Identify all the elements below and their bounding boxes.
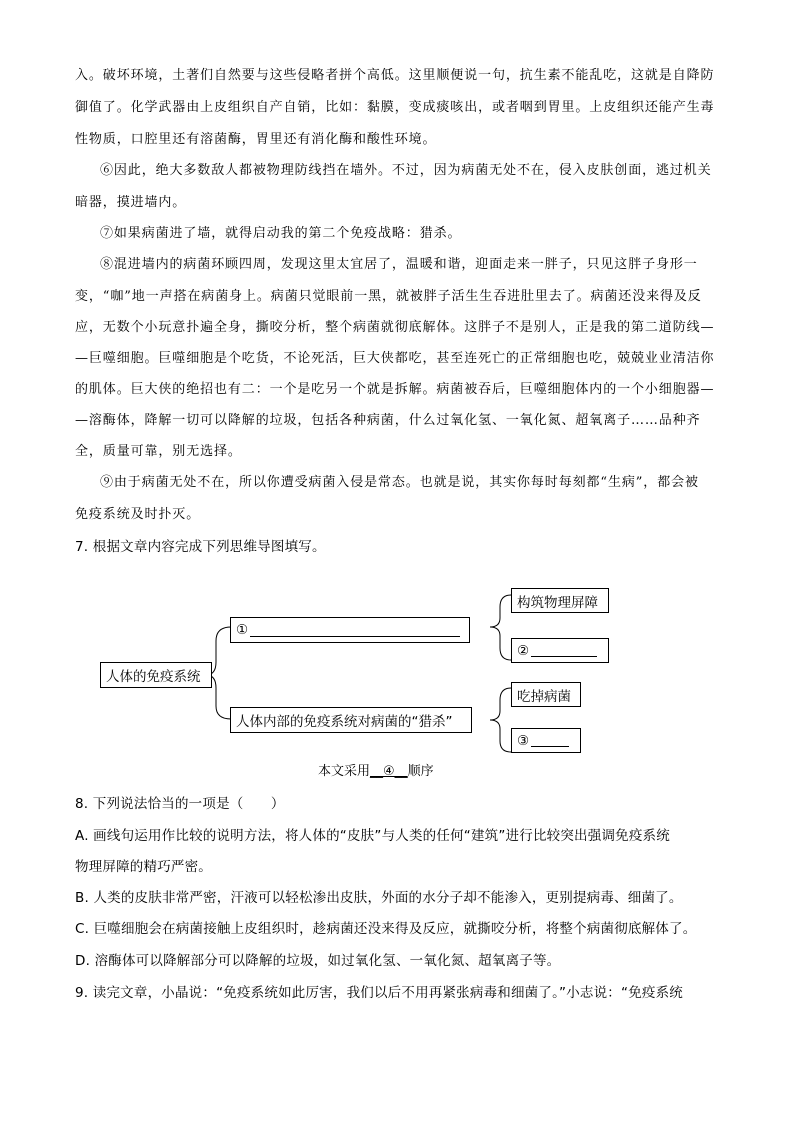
lower-brace [490,688,511,752]
branch-1-node [230,617,470,643]
root-node [100,662,212,688]
leaf-3-label: 吃掉病菌 [517,688,571,705]
paragraph-6-line: 暗器，摸进墙内。 [75,195,187,210]
leaf-4-node [511,728,581,753]
paragraph-9-line: 免疫系统及时扑灭。 [75,507,201,522]
option-b[interactable]: B. 人类的皮肤非常严密，汗液可以轻松渗出皮肤，外面的水分子却不能渗入，更别提病毒、细菌了。 [75,890,683,906]
leaf-4-number: ③ [517,732,530,749]
paragraph-8-line: ⑧混进墙内的病菌环顾四周，发现这里太宜居了，温暖和谐，迎面走来一胖子，只见这胖子身形一 [100,257,698,272]
leaf-1-node [511,588,609,613]
option-c[interactable]: C. 巨噬细胞会在病菌接触上皮组织时，趁病菌还没来得及反应，就撕咬分析，将整个病菌彻底解体了。 [75,921,697,937]
paragraph-9-line: ⑨由于病菌无处不在，所以你遭受病菌入侵是常态。也就是说，其实你每时每刻都“生病”，都会被 [100,475,699,490]
passage-line: 入。破坏环境，土著们自然要与这些侵略者拼个高低。这里顺便说一句，抗生素不能乱吃，这就是自降防 [75,68,715,83]
branch-2-label: 人体内部的免疫系统对病菌的“猎杀” [236,714,453,730]
paragraph-8-line: —溶酶体，降解一切可以降解的垃圾，包括各种病菌，什么过氧化氢、一氧化氮、超氧离子……品种齐 [75,413,701,428]
leaf-2-number: ② [517,642,530,659]
leaf-3-node [511,682,581,707]
answer-blank-3[interactable] [531,734,569,747]
branch-1-number: ① [236,622,249,638]
paragraph-6-line: ⑥因此，绝大多数敌人都被物理防线挡在墙外。不过，因为病菌无处不在，侵入皮肤创面，逃过机关 [100,163,712,178]
paragraph-8-line: 的肌体。巨大侠的绝招也有二：一个是吃另一个就是拆解。病菌被吞后，巨噬细胞体内的一个小细胞器— [75,382,715,397]
paragraph-8-line: 应，无数个小玩意扑遍全身，撕咬分析，整个病菌就彻底解体。这胖子不是别人，正是我的第二道防线— [75,320,715,335]
caption-suffix: 顺序 [407,764,434,779]
option-d[interactable]: D. 溶酶体可以降解部分可以降解的垃圾，如过氧化氢、一氧化氮、超氧离子等。 [75,953,561,969]
option-a[interactable]: A. 画线句运用作比较的说明方法，将人体的“皮肤”与人类的任何“建筑”进行比较突出强调免疫系统 [75,828,670,844]
passage-line: 性物质，口腔里还有溶菌酶，胃里还有消化酶和酸性环境。 [75,132,437,147]
answer-blank-4[interactable]: __④__ [370,764,408,779]
answer-blank-2[interactable] [531,644,597,657]
root-node-label: 人体的免疫系统 [106,669,201,685]
option-a-continued: 物理屏障的精巧严密。 [75,859,212,875]
question-9-stem: 9. 读完文章，小晶说：“免疫系统如此厉害，我们以后不用再紧张病毒和细菌了。”小志说：“免疫系统 [75,985,684,1001]
paragraph-7-line: ⑦如果病菌进了墙，就得启动我的第二个免疫战略：猎杀。 [100,226,462,241]
caption-prefix: 本文采用 [318,764,371,779]
question-7-stem: 7. 根据文章内容完成下列思维导图填写。 [75,539,326,555]
leaf-2-node [511,638,609,663]
answer-blank-1[interactable] [250,624,460,637]
leaf-1-label: 构筑物理屏障 [517,594,598,611]
paragraph-8-line: 全，质量可靠，别无选择。 [75,444,242,459]
paragraph-8-line: 变，“咖”地一声搭在病菌身上。病菌只觉眼前一黑，就被胖子活生生吞进肚里去了。病菌还没来得及反 [75,289,702,304]
branch-2-node [230,707,472,733]
upper-brace [490,595,511,660]
passage-line: 御值了。化学武器由上皮组织自产自销，比如：黏膜，变成痰咳出，或者咽到胃里。上皮组织还能产生毒 [75,100,715,115]
mind-map-caption [318,760,434,779]
paragraph-8-line: —巨噬细胞。巨噬细胞是个吃货，不论死活，巨大侠都吃，甚至连死亡的正常细胞也吃，兢兢业业清洁你 [75,351,715,366]
question-8-stem: 8. 下列说法恰当的一项是（ ） [75,796,285,812]
